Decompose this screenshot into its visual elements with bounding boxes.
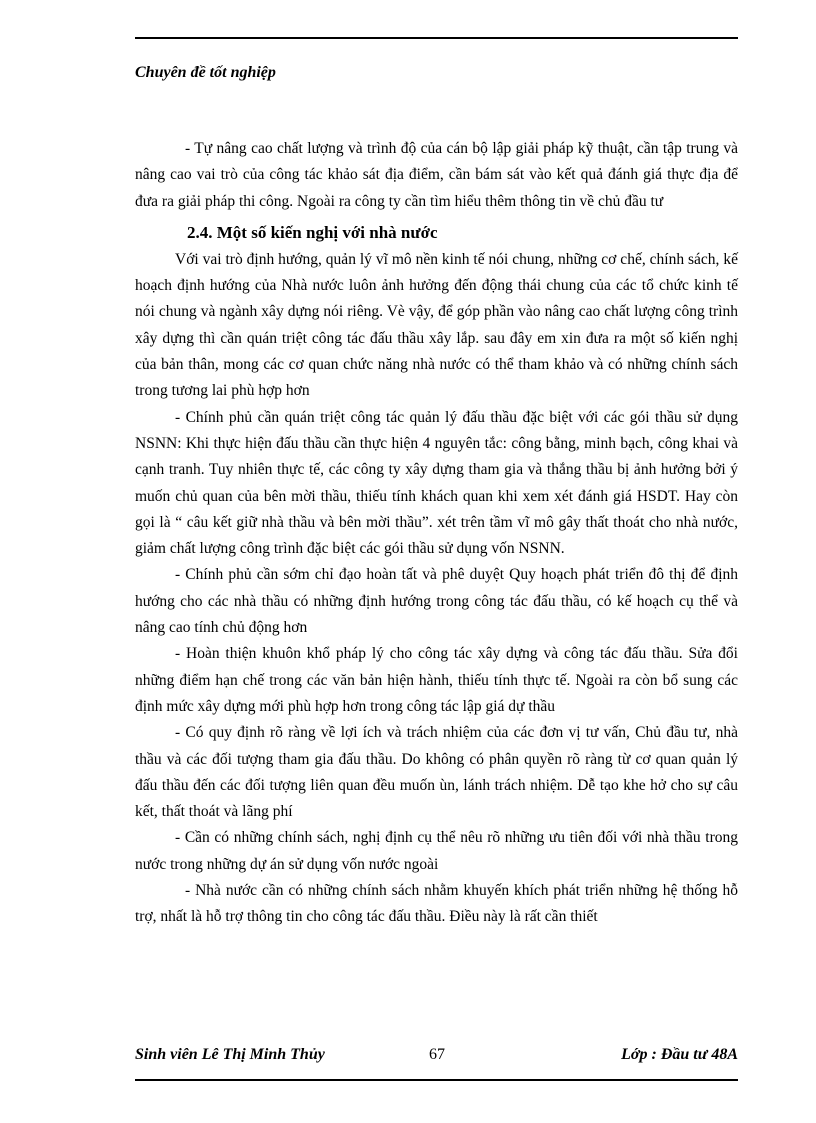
body-paragraph: - Chính phủ cần sớm chỉ đạo hoàn tất và phê duyệt Quy hoạch phát triển đô thị để định hướng cho các nhà thầu có những định hướng trong công tác đấu thầu, có kế hoạch cụ thể và nâng cao tính chủ động hơn — [135, 566, 738, 637]
header-rule — [135, 37, 738, 39]
body-paragraph: - Chính phủ cần quán triệt công tác quản lý đấu thầu đặc biệt với các gói thầu sử dụng NSNN: Khi thực hiện đấu thầu cần thực hiện 4 nguyên tắc: công bằng, minh bạch, công khai và cạnh tranh. Tuy nhiên thực tế, các công ty xây dựng tham gia và thắng thầu bị ảnh hưởng bởi ý muốn chủ quan của bên mời thầu, thiếu tính khách quan khi xem xét đánh giá HSDT. Hay còn gọi là “ câu kết giữ nhà thầu và bên mời thầu”. xét trên tầm vĩ mô gây thất thoát cho nhà nước, giảm chất lượng công trình đặc biệt các gói thầu sử dụng vốn NSNN. — [135, 408, 738, 558]
footer-student-name: Sinh viên Lê Thị Minh Thủy — [135, 1046, 325, 1063]
body-paragraph: - Cần có những chính sách, nghị định cụ thể nêu rõ những ưu tiên đối với nhà thầu trong nước trong những dự án sử dụng vốn nước ngoài — [135, 829, 738, 873]
body-paragraph: - Có quy định rõ ràng về lợi ích và trách nhiệm của các đơn vị tư vấn, Chủ đầu tư, nhà thầu và các đối tượng tham gia đấu thầu. Do không có phân quyền rõ ràng từ cơ quan quản lý đấu thầu đến các đối tượng liên quan đều muốn ùn, lánh trách nhiệm. Dễ tạo khe hở cho sự câu kết, thất thoát và lãng phí — [135, 724, 738, 821]
page-footer — [135, 1046, 738, 1070]
footer-rule — [135, 1079, 738, 1081]
intro-paragraph: - Tự nâng cao chất lượng và trình độ của cán bộ lập giải pháp kỹ thuật, cần tập trung và nâng cao vai trò của công tác khảo sát địa điểm, cần bám sát vào kết quả đánh giá thực địa để đưa ra giải pháp thi công. Ngoài ra công ty cần tìm hiểu thêm thông tin về chủ đầu tư — [135, 140, 738, 210]
body-paragraph-last: - Nhà nước cần có những chính sách nhằm khuyến khích phát triển những hệ thống hỗ trợ, nhất là hỗ trợ thông tin cho công tác đấu thầu. Điều này là rất cần thiết — [135, 882, 738, 926]
header-title: Chuyên đề tốt nghiệp — [135, 64, 276, 81]
document-body — [135, 136, 738, 931]
body-paragraph: Với vai trò định hướng, quản lý vĩ mô nền kinh tế nói chung, những cơ chế, chính sách, kế hoạch định hướng của Nhà nước luôn ảnh hưởng đến động thái chung của các tổ chức kinh tế nói chung và ngành xây dựng nói riêng. Vè vậy, để góp phần vào nâng cao chất lượng công trình xây dựng thì cần quán triệt công tác đấu thầu xây lắp. sau đây em xin đưa ra một số kiến nghị của bản thân, mong các cơ quan chức năng nhà nước có thể tham khảo và có những chính sách trong tương lai phù hợp hơn — [135, 250, 738, 400]
page-number: 67 — [429, 1046, 445, 1063]
body-paragraph: - Hoàn thiện khuôn khổ pháp lý cho công tác xây dựng và công tác đấu thầu. Sửa đổi những điểm hạn chế trong các văn bản hiện hành, thiếu tính thực tế. Ngoài ra còn bổ sung các định mức xây dựng mới phù hợp hơn trong công tác lập giá dự thầu — [135, 645, 738, 715]
footer-class: Lớp : Đầu tư 48A — [621, 1046, 738, 1063]
section-heading: 2.4. Một số kiến nghị với nhà nước — [187, 222, 438, 242]
